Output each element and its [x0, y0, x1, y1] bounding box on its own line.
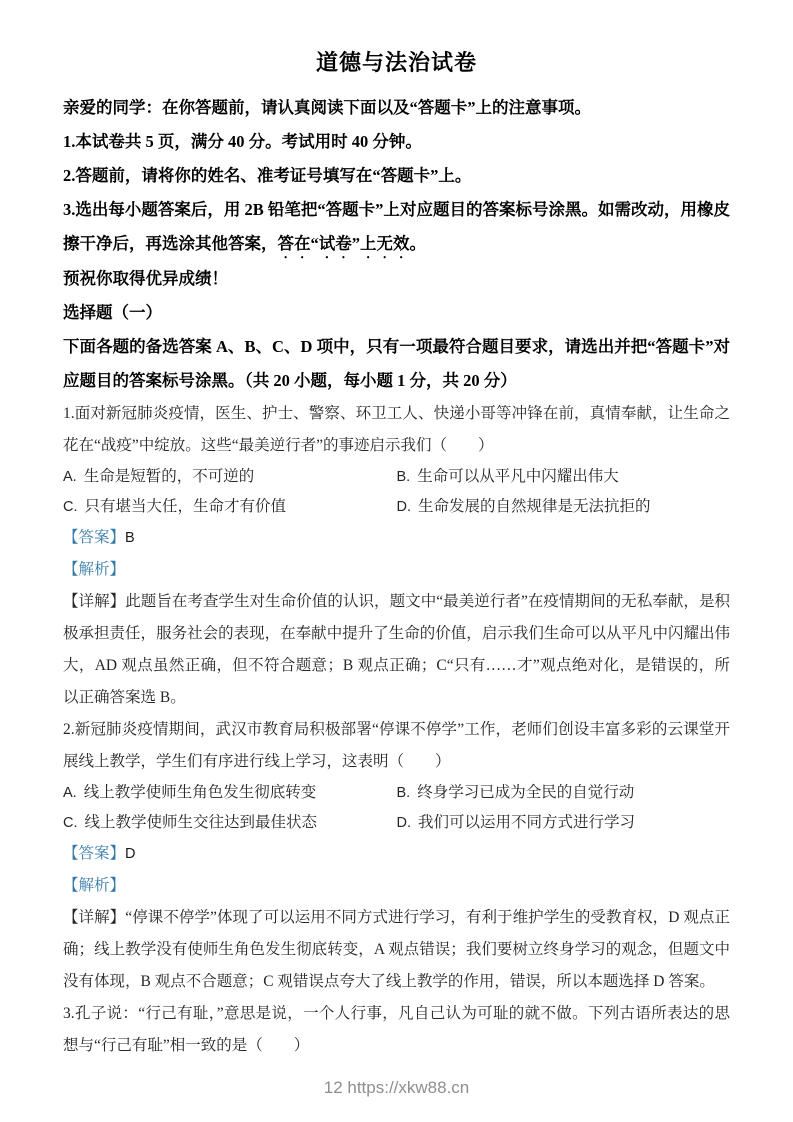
option-text: 线上教学使师生角色发生彻底转变	[83, 784, 317, 801]
detail-paragraph	[63, 902, 730, 998]
question-1	[63, 398, 730, 714]
section-header	[63, 296, 730, 398]
notice-block	[63, 91, 730, 296]
section-heading: 选择题（一）	[63, 303, 162, 322]
question-options	[63, 462, 730, 522]
detail-text: 此题旨在考查学生对生命价值的认识，题文中“最美逆行者”在疫情期间的无私奉献，是积极承担责任，服务社会的表现，在奉献中提升了生命的价值，启示我们生命可以从平凡中闪耀出伟大，AD 观点虽然正确，但不符合题意；B 观点正确；C“只有……才”观点绝对化，是错误的，所以正确答案选 B。	[63, 593, 730, 706]
option-text: 我们可以运用不同方式进行学习	[418, 814, 636, 831]
answer-line	[63, 522, 730, 554]
option-b	[397, 462, 731, 492]
option-text: 生命可以从平凡中闪耀出伟大	[417, 468, 619, 485]
analysis-label: 【解析】	[63, 561, 126, 578]
option-text: 终身学习已成为全民的自觉行动	[417, 784, 635, 801]
detail-label: 【详解】	[63, 909, 126, 926]
page-title: 道德与法治试卷	[315, 50, 477, 75]
option-letter: B.	[396, 785, 411, 801]
option-d	[397, 492, 731, 522]
option-b	[397, 778, 731, 808]
option-letter: C.	[63, 815, 78, 831]
answer-value: D	[125, 846, 136, 862]
detail-label: 【详解】	[63, 593, 126, 610]
option-letter: A.	[63, 785, 77, 801]
answer-label: 【答案】	[63, 845, 126, 862]
question-stem: 2.新冠肺炎疫情期间，武汉市教育局积极部署“停课不停学”工作，老师们创设丰富多彩的云课堂开展线上教学，学生们有序进行线上学习，这表明（ ）	[63, 721, 730, 770]
option-c	[63, 808, 397, 838]
option-d	[397, 808, 731, 838]
question-stem: 3.孔子说：“行己有耻，”意思是说，一个人行事，凡自己认为可耻的就不做。下列古语所表达的思想与“行己有耻”相一致的是（ ）	[63, 1005, 730, 1054]
notice-item-1: 1.本试卷共 5 页，满分 40 分。考试用时 40 分钟。	[63, 132, 422, 151]
notice-item-3-text: 3.选出每小题答案后，用 2B 铅笔把“答题卡”上对应题目的答案标号涂黑。如需改动，用橡皮擦干净后，再选涂其他答案，	[63, 200, 730, 253]
answer-value: B	[125, 530, 135, 546]
question-3	[63, 998, 730, 1062]
notice-wish: 预祝你取得优异成绩！	[63, 269, 228, 288]
option-letter: D.	[396, 499, 411, 515]
option-letter: A.	[63, 469, 77, 485]
notice-item-3	[63, 193, 730, 262]
question-stem: 1.面对新冠肺炎疫情，医生、护士、警察、环卫工人、快递小哥等冲锋在前，真情奉献，让生命之花在“战疫”中绽放。这些“最美逆行者”的事迹启示我们（ ）	[63, 405, 730, 454]
question-2	[63, 714, 730, 998]
notice-intro: 亲爱的同学：在你答题前，请认真阅读下面以及“答题卡”上的注意事项。	[63, 98, 591, 117]
answer-line	[63, 838, 730, 870]
analysis-label: 【解析】	[63, 877, 126, 894]
question-options	[63, 778, 730, 838]
option-c	[63, 492, 397, 522]
option-a	[63, 778, 397, 808]
option-letter: B.	[396, 469, 411, 485]
detail-paragraph	[63, 586, 730, 714]
option-text: 生命是短暂的，不可逆的	[83, 468, 255, 485]
option-text: 线上教学使师生交往达到最佳状态	[84, 814, 318, 831]
page-footer: 12 https://xkw88.cn	[323, 1078, 470, 1097]
option-a	[63, 462, 397, 492]
section-instructions: 下面各题的备选答案 A、B、C、D 项中，只有一项最符合题目要求，请选出并把“答题卡”对应题目的答案标号涂黑。（共 20 小题，每小题 1 分，共 20 分）	[63, 337, 730, 390]
option-letter: D.	[396, 815, 411, 831]
answer-label: 【答案】	[63, 529, 126, 546]
option-text: 生命发展的自然规律是无法抗拒的	[418, 498, 651, 515]
detail-text: “停课不停学”体现了可以运用不同方式进行学习，有利于维护学生的受教育权，D 观点正确；线上教学没有使师生角色发生彻底转变，A 观点错误；我们要树立终身学习的观念，但题文中没有体现，B 观点不合题意；C 观错误点夸大了线上教学的作用，错误，所以本题选择 D 答案。	[63, 909, 730, 990]
notice-item-3-emphasized: 答在“试卷”上无效。	[277, 234, 426, 253]
notice-item-2: 2.答题前，请将你的姓名、准考证号填写在“答题卡”上。	[63, 166, 472, 185]
option-letter: C.	[63, 499, 78, 515]
option-text: 只有堪当大任，生命才有价值	[84, 498, 287, 515]
